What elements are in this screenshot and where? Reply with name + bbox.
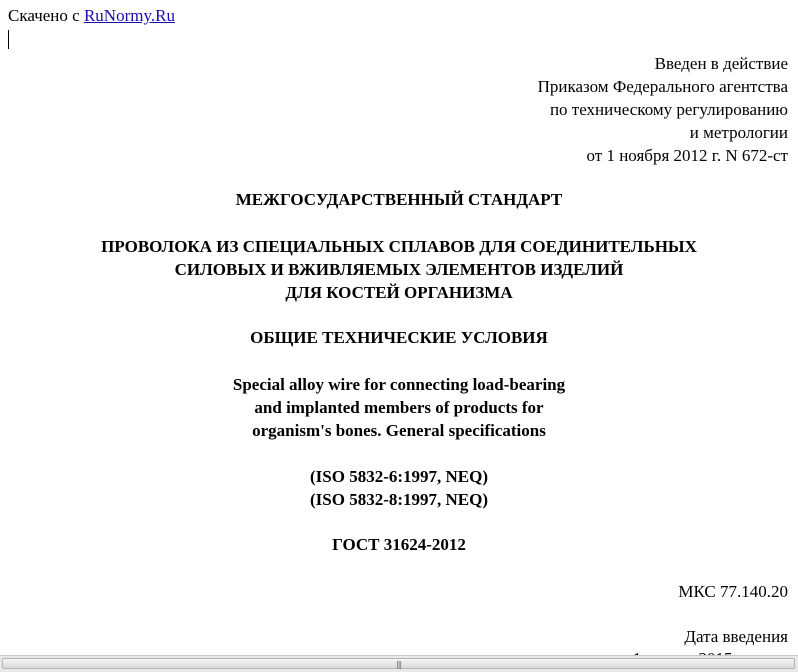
title-line-3: ДЛЯ КОСТЕЙ ОРГАНИЗМА: [285, 283, 513, 302]
english-title: [0, 373, 798, 442]
english-title-line-3: organism's bones. General specifications: [252, 421, 546, 440]
source-line: [8, 6, 175, 26]
approval-line-4: и метрологии: [689, 123, 788, 142]
runormy-link[interactable]: RuNormy.Ru: [83, 6, 175, 25]
scrollbar-thumb[interactable]: [2, 658, 795, 669]
iso-references: [0, 465, 798, 511]
iso-ref-1: (ISO 5832-6:1997, NEQ): [309, 467, 489, 486]
document-subtitle: ОБЩИЕ ТЕХНИЧЕСКИЕ УСЛОВИЯ: [250, 328, 548, 347]
english-title-line-2: and implanted members of products for: [254, 398, 544, 417]
approval-line-3: по техническому регулированию: [549, 100, 788, 119]
approval-line-1: Введен в действие: [654, 54, 788, 73]
intro-label: Дата введения: [684, 627, 788, 646]
approval-line-2: Приказом Федерального агентства: [537, 77, 788, 96]
title-line-2: СИЛОВЫХ И ВЖИВЛЯЕМЫХ ЭЛЕМЕНТОВ ИЗДЕЛИЙ: [174, 260, 624, 279]
text-cursor: [8, 30, 9, 49]
approval-block: [538, 52, 788, 167]
standard-type-heading: МЕЖГОСУДАРСТВЕННЫЙ СТАНДАРТ: [235, 190, 563, 209]
horizontal-scrollbar[interactable]: [0, 655, 798, 672]
gost-number: ГОСТ 31624-2012: [332, 535, 466, 554]
approval-line-5: от 1 ноября 2012 г. N 672-ст: [586, 146, 788, 165]
document-title: [0, 235, 798, 304]
english-title-line-1: Special alloy wire for connecting load-bearing: [232, 375, 566, 394]
mks-code: МКС 77.140.20: [678, 582, 788, 601]
source-prefix: Скачено с: [8, 6, 84, 25]
iso-ref-2: (ISO 5832-8:1997, NEQ): [309, 490, 489, 509]
title-line-1: ПРОВОЛОКА ИЗ СПЕЦИАЛЬНЫХ СПЛАВОВ ДЛЯ СОЕДИНИТЕЛЬНЫХ: [101, 237, 697, 256]
grip-icon: |||: [396, 660, 402, 669]
